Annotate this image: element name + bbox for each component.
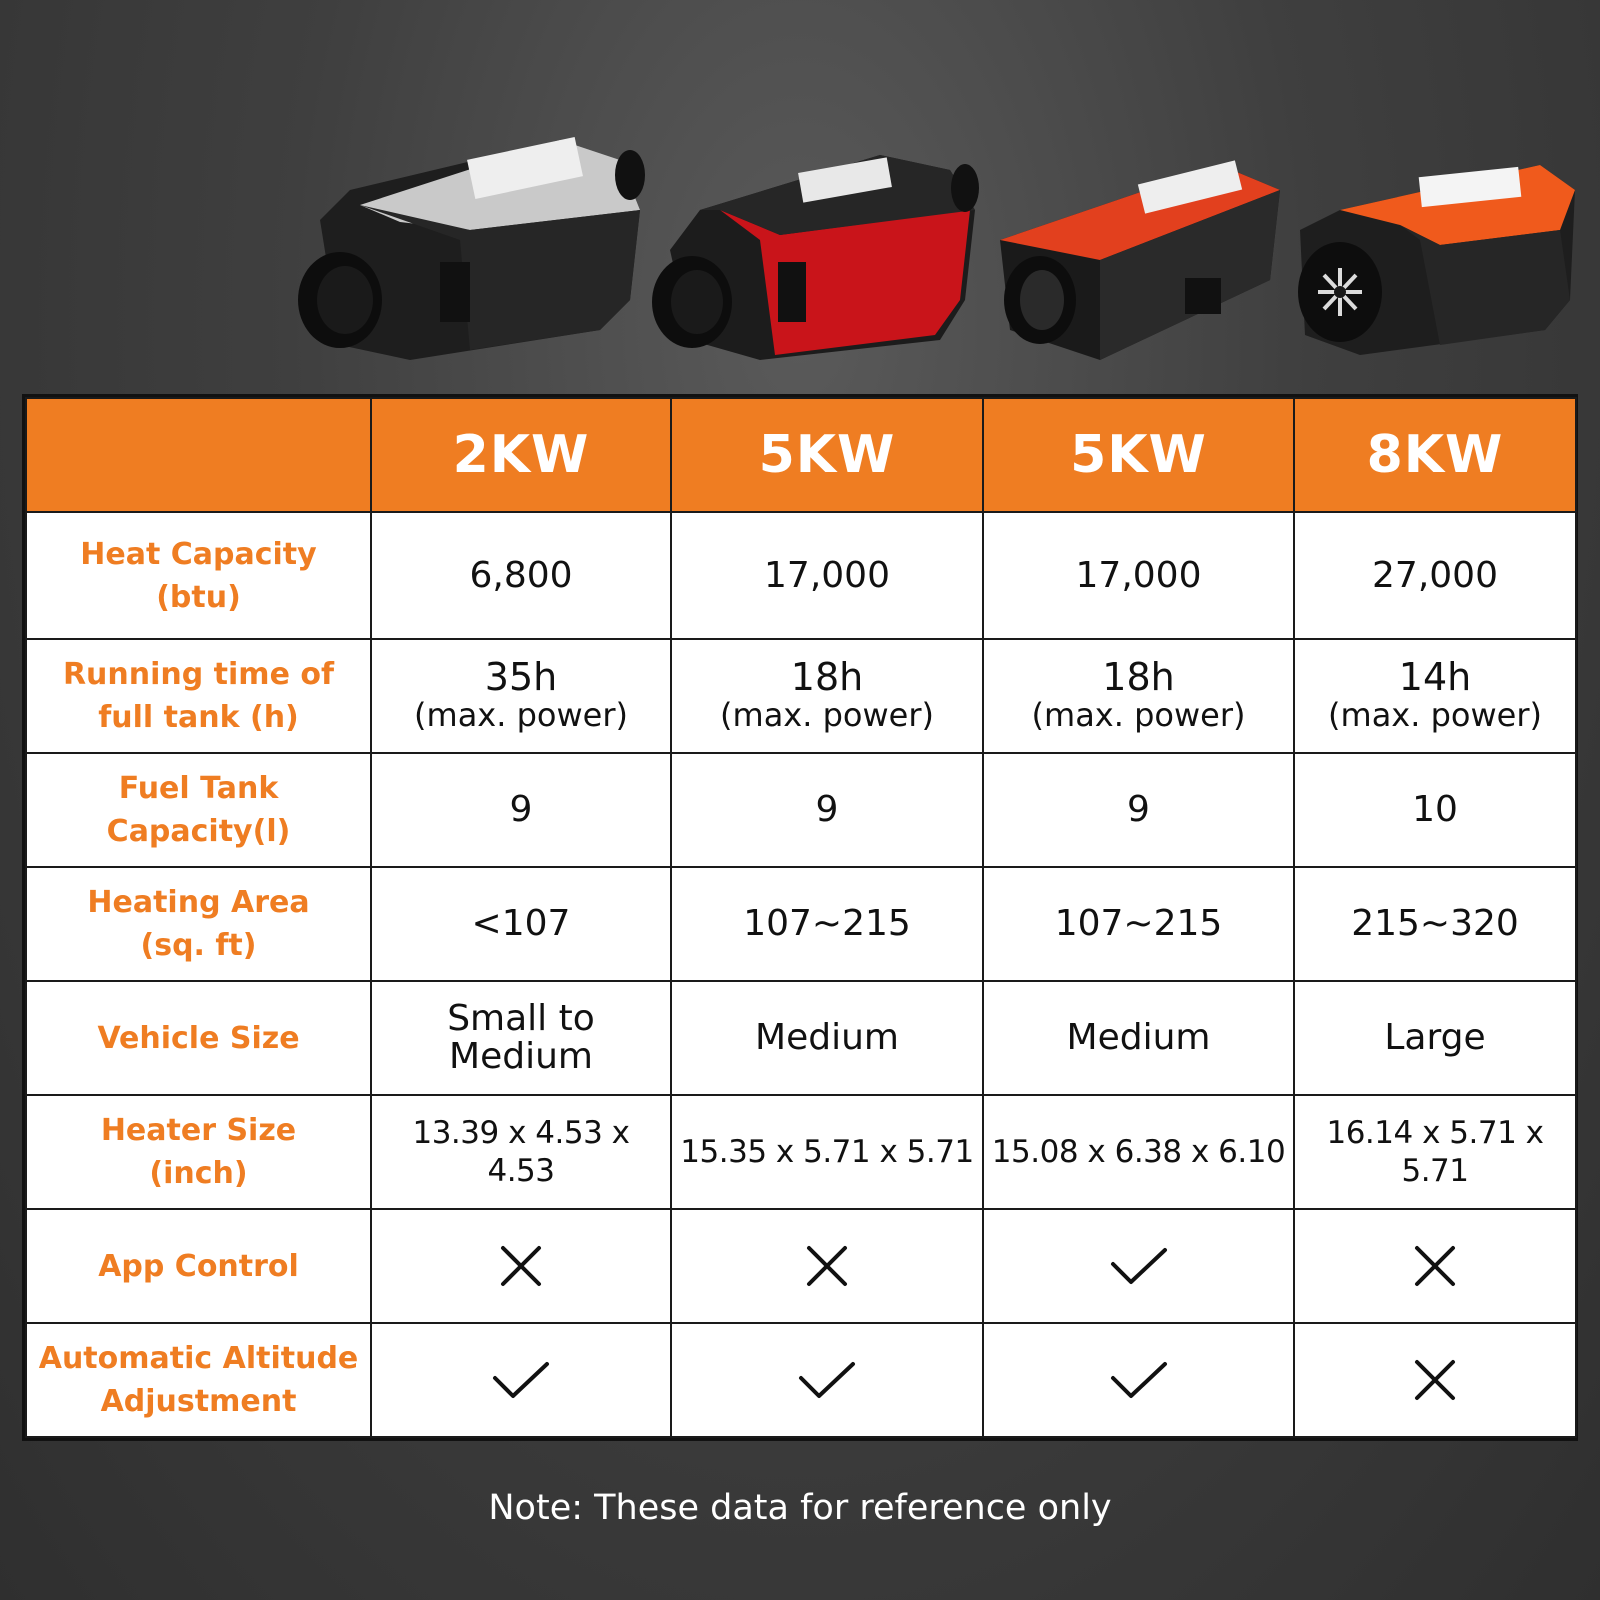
- row-label: App Control: [26, 1209, 371, 1323]
- value-sub: (max. power): [1031, 696, 1246, 734]
- value-cell: Large: [1294, 981, 1576, 1095]
- value-cell: 13.39 x 4.53 x 4.53: [371, 1095, 671, 1209]
- value-sub: (max. power): [720, 696, 934, 734]
- header-model-2kw: 2KW: [371, 398, 671, 512]
- row-label: Fuel Tank Capacity(l): [26, 753, 371, 867]
- row-label: Running time of full tank (h): [26, 639, 371, 753]
- value-cell: 27,000: [1294, 512, 1576, 639]
- value-cell: [983, 639, 1294, 753]
- row-heat-capacity: [26, 512, 1576, 639]
- row-label: Vehicle Size: [26, 981, 371, 1095]
- reference-note: Note: These data for reference only: [488, 1488, 1112, 1528]
- row-running-time: [26, 639, 1576, 753]
- comparison-table-container: [22, 394, 1578, 1441]
- value-cell: 9: [983, 753, 1294, 867]
- row-label: Automatic Altitude Adjustment: [26, 1323, 371, 1437]
- product-images: [0, 0, 1600, 390]
- row-label: Heating Area (sq. ft): [26, 867, 371, 981]
- check-icon: [983, 1209, 1294, 1323]
- cross-icon: [1294, 1323, 1576, 1437]
- cross-icon: [371, 1209, 671, 1323]
- value-cell: 16.14 x 5.71 x 5.71: [1294, 1095, 1576, 1209]
- value-sub: (max. power): [414, 696, 628, 734]
- header-model-5kw-app: 5KW: [983, 398, 1294, 512]
- value-cell: 17,000: [983, 512, 1294, 639]
- value-cell: 9: [371, 753, 671, 867]
- heater-5kw-red-image: [652, 155, 979, 360]
- value-cell: [1294, 639, 1576, 753]
- value-cell: 215~320: [1294, 867, 1576, 981]
- row-fuel-tank-capacity: [26, 753, 1576, 867]
- cross-icon: [1294, 1209, 1576, 1323]
- check-icon: [671, 1323, 983, 1437]
- check-icon: [371, 1323, 671, 1437]
- header-model-5kw: 5KW: [671, 398, 983, 512]
- value-cell: Medium: [983, 981, 1294, 1095]
- row-heater-size: [26, 1095, 1576, 1209]
- row-altitude-adjustment: [26, 1323, 1576, 1437]
- value-cell: [671, 639, 983, 753]
- value-cell: 17,000: [671, 512, 983, 639]
- value-sub: (max. power): [1328, 696, 1542, 734]
- value-main: 35h: [484, 655, 558, 699]
- value-cell: 15.08 x 6.38 x 6.10: [983, 1095, 1294, 1209]
- row-app-control: [26, 1209, 1576, 1323]
- value-cell: [371, 639, 671, 753]
- row-heating-area: [26, 867, 1576, 981]
- value-cell: 107~215: [983, 867, 1294, 981]
- row-label: Heater Size (inch): [26, 1095, 371, 1209]
- comparison-table: [25, 397, 1577, 1438]
- heater-8kw-image: [1298, 165, 1575, 355]
- value-cell: 9: [671, 753, 983, 867]
- value-cell: Medium: [671, 981, 983, 1095]
- value-cell: 6,800: [371, 512, 671, 639]
- cross-icon: [671, 1209, 983, 1323]
- header-model-8kw: 8KW: [1294, 398, 1576, 512]
- value-main: 14h: [1398, 655, 1472, 699]
- value-cell: 107~215: [671, 867, 983, 981]
- row-label: Heat Capacity (btu): [26, 512, 371, 639]
- value-cell: <107: [371, 867, 671, 981]
- value-main: 18h: [1102, 655, 1175, 699]
- heater-5kw-app-image: [1000, 160, 1280, 360]
- value-main: 18h: [790, 655, 864, 699]
- value-cell: Small to Medium: [371, 981, 671, 1095]
- header-row: [26, 398, 1576, 512]
- value-cell: 10: [1294, 753, 1576, 867]
- heater-2kw-image: [298, 137, 645, 360]
- row-vehicle-size: [26, 981, 1576, 1095]
- header-corner-cell: [26, 398, 371, 512]
- value-cell: 15.35 x 5.71 x 5.71: [671, 1095, 983, 1209]
- check-icon: [983, 1323, 1294, 1437]
